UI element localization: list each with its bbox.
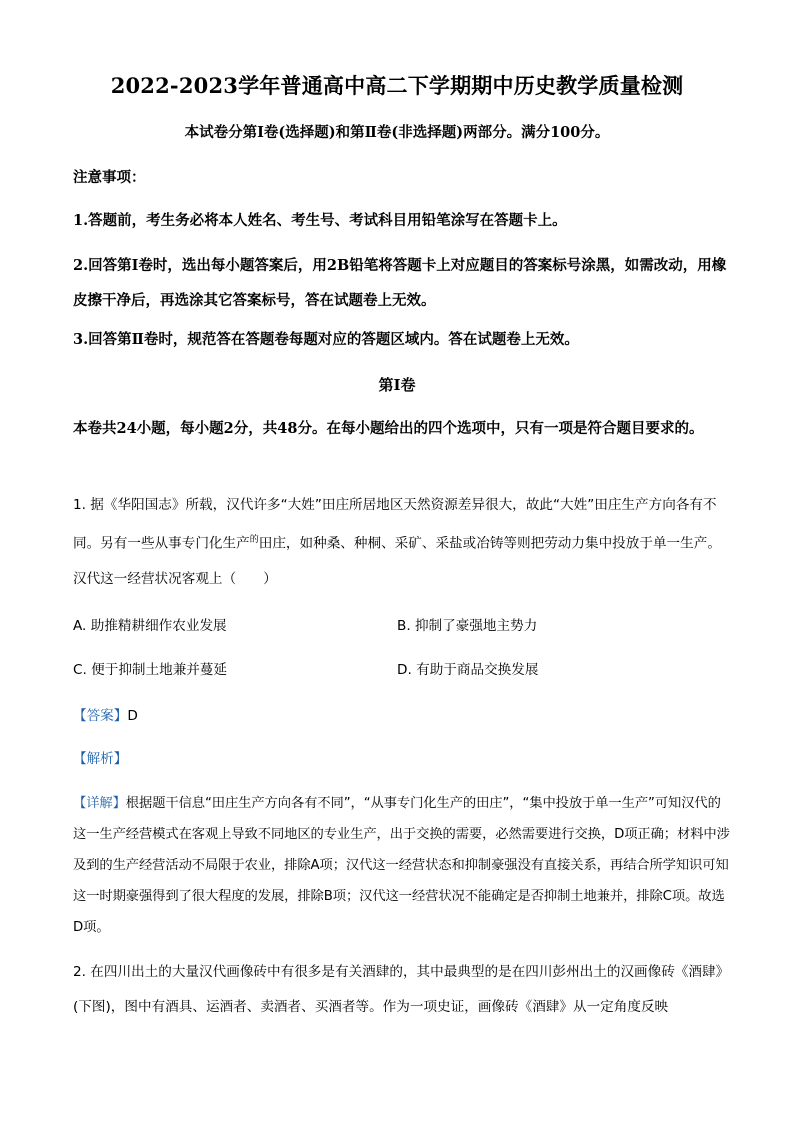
section-instruction: 本卷共24小题，每小题2分，共48分。在每小题给出的四个选项中，只有一项是符合题目要求的。	[73, 420, 704, 437]
question-1-stem-part-b: 田庄，如种桑、种桐、采矿、采盐或冶铸等则把劳动力集中投放于单一生产。汉代这一经营状况客观上（ ）	[73, 535, 721, 587]
analysis-tag: 【解析】	[73, 751, 128, 767]
answer-value: D	[127, 708, 138, 724]
question-1-detail	[73, 788, 731, 943]
question-1-analysis-tag	[73, 747, 731, 767]
detail-text: 根据题干信息“田庄生产方向各有不同”，“从事专门化生产的田庄”，“集中投放于单一生产”可知汉代的这一生产经营模式在客观上导致不同地区的专业生产，出于交换的需要，必然需要进行交换，D项正确；材料中涉及到的生产经营活动不局限于农业，排除A项；汉代这一经营状态和抑制豪强没有直接关系，再结合所学知识可知这一时期豪强得到了很大程度的发展，排除B项；汉代这一经营状况不能确定是否抑制土地兼并，排除C项。故选D项。	[73, 796, 730, 935]
question-1-stem-superscript: 的	[249, 535, 259, 545]
exam-subtitle: 本试卷分第Ⅰ卷(选择题)和第Ⅱ卷(非选择题)两部分。满分100分。	[184, 124, 610, 141]
question-1-option-d: D. 有助于商品交换发展	[397, 662, 539, 678]
section-title: 第Ⅰ卷	[378, 376, 416, 394]
detail-tag: 【详解】	[73, 796, 126, 811]
question-2-stem: 2. 在四川出土的大量汉代画像砖中有很多是有关酒肆的，其中最典型的是在四川彭州出土的汉画像砖《酒肆》(下图)，图中有酒具、运酒者、卖酒者、买酒者等。作为一项史证，画像砖《酒肆》从一定角度反映	[73, 964, 730, 1015]
answer-tag: 【答案】	[73, 708, 128, 724]
question-1-stem	[73, 488, 731, 597]
question-1-option-b: B. 抑制了豪强地主势力	[397, 618, 538, 634]
notice-item-3: 3.回答第Ⅱ卷时，规范答在答题卷每题对应的答题区域内。答在试题卷上无效。	[73, 331, 579, 348]
notice-heading: 注意事项：	[73, 169, 146, 186]
question-1-answer	[73, 704, 731, 724]
question-1-stem-part-a: 1. 据《华阳国志》所载，汉代许多“大姓”田庄所居地区天然资源差异很大，故此“大姓”田庄生产方向各有不同。另有一些从事专门化生产	[73, 497, 717, 552]
page-title: 2022-2023学年普通高中高二下学期期中历史教学质量检测	[110, 73, 684, 98]
notice-item-2: 2.回答第Ⅰ卷时，选出每小题答案后，用2B铅笔将答题卡上对应题目的答案标号涂黑，如需改动，用橡皮擦干净后，再选涂其它答案标号，答在试题卷上无效。	[73, 257, 727, 309]
question-1-option-a: A. 助推精耕细作农业发展	[73, 618, 227, 634]
question-1-option-c: C. 便于抑制土地兼并蔓延	[73, 662, 228, 678]
notice-item-1: 1.答题前，考生务必将本人姓名、考生号、考试科目用铅笔涂写在答题卡上。	[73, 212, 567, 229]
